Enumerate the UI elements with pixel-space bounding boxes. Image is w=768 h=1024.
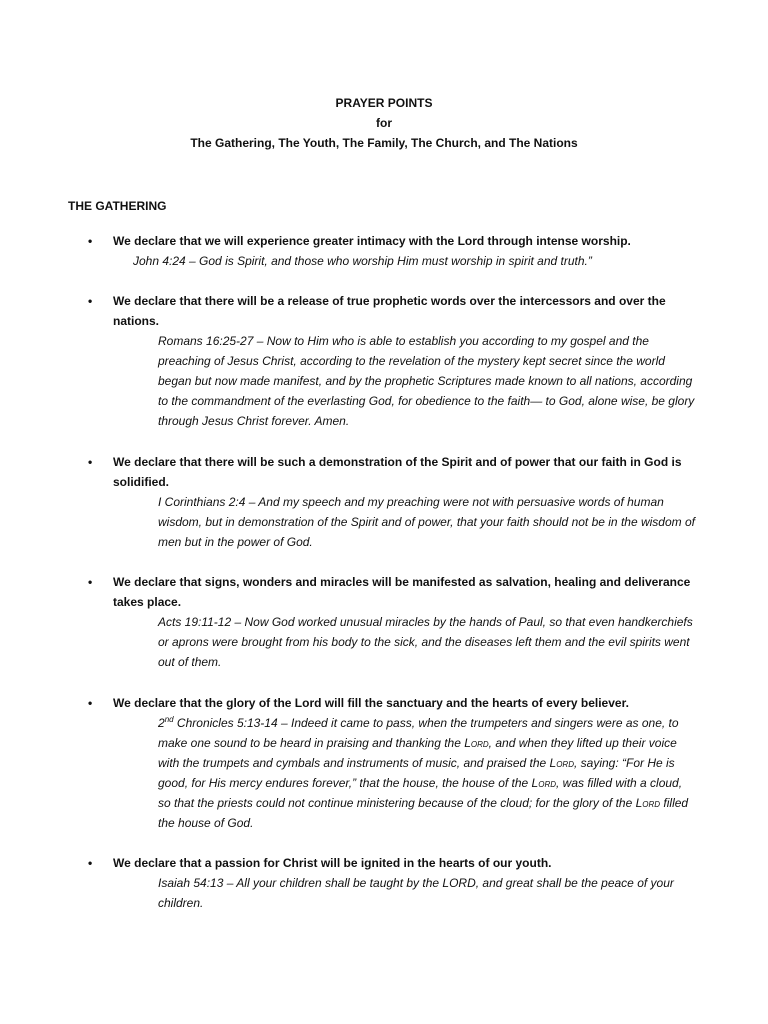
lord-small-caps: Lord	[464, 736, 489, 750]
document-subtitle: The Gathering, The Youth, The Family, The Church, and The Nations	[190, 136, 578, 150]
section-heading: THE GATHERING	[68, 199, 167, 213]
bullet-icon: •	[88, 856, 93, 870]
prayer-point	[88, 693, 708, 833]
ordinal-suffix: nd	[164, 715, 174, 724]
scripture-text: Romans 16:25-27 – Now to Him who is able to establish you according to my gospel and the preaching of Jesus Christ, according to the revelation of the mystery kept secret since the world began but now made manifest, and by the prophetic Scriptures made known to all nations, according to the commandment of the everlasting God, for obedience to the faith— to God, alone wise, be glory through Jesus Christ forever. Amen.	[158, 334, 695, 428]
scripture-segment: , was filled with a cloud, so that the priests could not continue ministering because of the cloud; for the glory of the	[158, 776, 683, 810]
prayer-point	[88, 452, 708, 552]
declaration-text: We declare that we will experience greater intimacy with the Lord through intense worship.	[113, 234, 631, 248]
scripture-text: John 4:24 – God is Spirit, and those who worship Him must worship in spirit and truth.”	[133, 254, 592, 268]
bullet-icon: •	[88, 575, 93, 589]
document-title: PRAYER POINTS	[335, 96, 433, 110]
declaration-text: We declare that there will be a release of true prophetic words over the intercessors and over the nations.	[113, 294, 666, 328]
scripture-text	[158, 713, 698, 833]
declaration-text: We declare that a passion for Christ will be ignited in the hearts of our youth.	[113, 856, 552, 870]
bullet-icon: •	[88, 696, 93, 710]
scripture-book-number: 2	[158, 716, 165, 730]
scripture-segment: , saying: “For He is good, for His mercy endures forever,” that the house, the house of the	[158, 756, 675, 790]
scripture-text: Acts 19:11-12 – Now God worked unusual miracles by the hands of Paul, so that even handkerchiefs or aprons were brought from his body to the sick, and the diseases left them and the evil spirits went out of them.	[158, 615, 693, 669]
scripture-segment: , and when they lifted up their voice with the trumpets and cymbals and instruments of music, and praised the	[158, 736, 677, 770]
declaration-text: We declare that signs, wonders and miracles will be manifested as salvation, healing and deliverance takes place.	[113, 575, 691, 609]
bullet-icon: •	[88, 294, 93, 308]
title-block	[0, 93, 768, 153]
declaration-text: We declare that there will be such a demonstration of the Spirit and of power that our faith in God is solidified.	[113, 455, 682, 489]
bullet-icon: •	[88, 234, 93, 248]
lord-small-caps: Lord	[635, 796, 661, 810]
title-for: for	[376, 116, 392, 130]
lord-small-caps: Lord	[531, 776, 556, 790]
declaration-text: We declare that the glory of the Lord will fill the sanctuary and the hearts of every believer.	[113, 696, 629, 710]
prayer-point	[88, 853, 708, 913]
scripture-segment: filled the house of God.	[158, 796, 689, 830]
scripture-segment: Chronicles 5:13-14 – Indeed it came to pass, when the trumpeters and singers were as one, to make one sound to be heard in praising and thanking the	[158, 716, 679, 750]
prayer-point	[88, 231, 708, 271]
bullet-icon: •	[88, 455, 93, 469]
prayer-point	[88, 291, 708, 431]
prayer-point	[88, 572, 708, 672]
lord-small-caps: Lord	[549, 756, 574, 770]
scripture-text: Isaiah 54:13 – All your children shall be taught by the LORD, and great shall be the peace of your children.	[158, 876, 674, 910]
scripture-text: I Corinthians 2:4 – And my speech and my preaching were not with persuasive words of human wisdom, but in demonstration of the Spirit and of power, that your faith should not be in the wisdom of men but in the power of God.	[158, 495, 695, 549]
